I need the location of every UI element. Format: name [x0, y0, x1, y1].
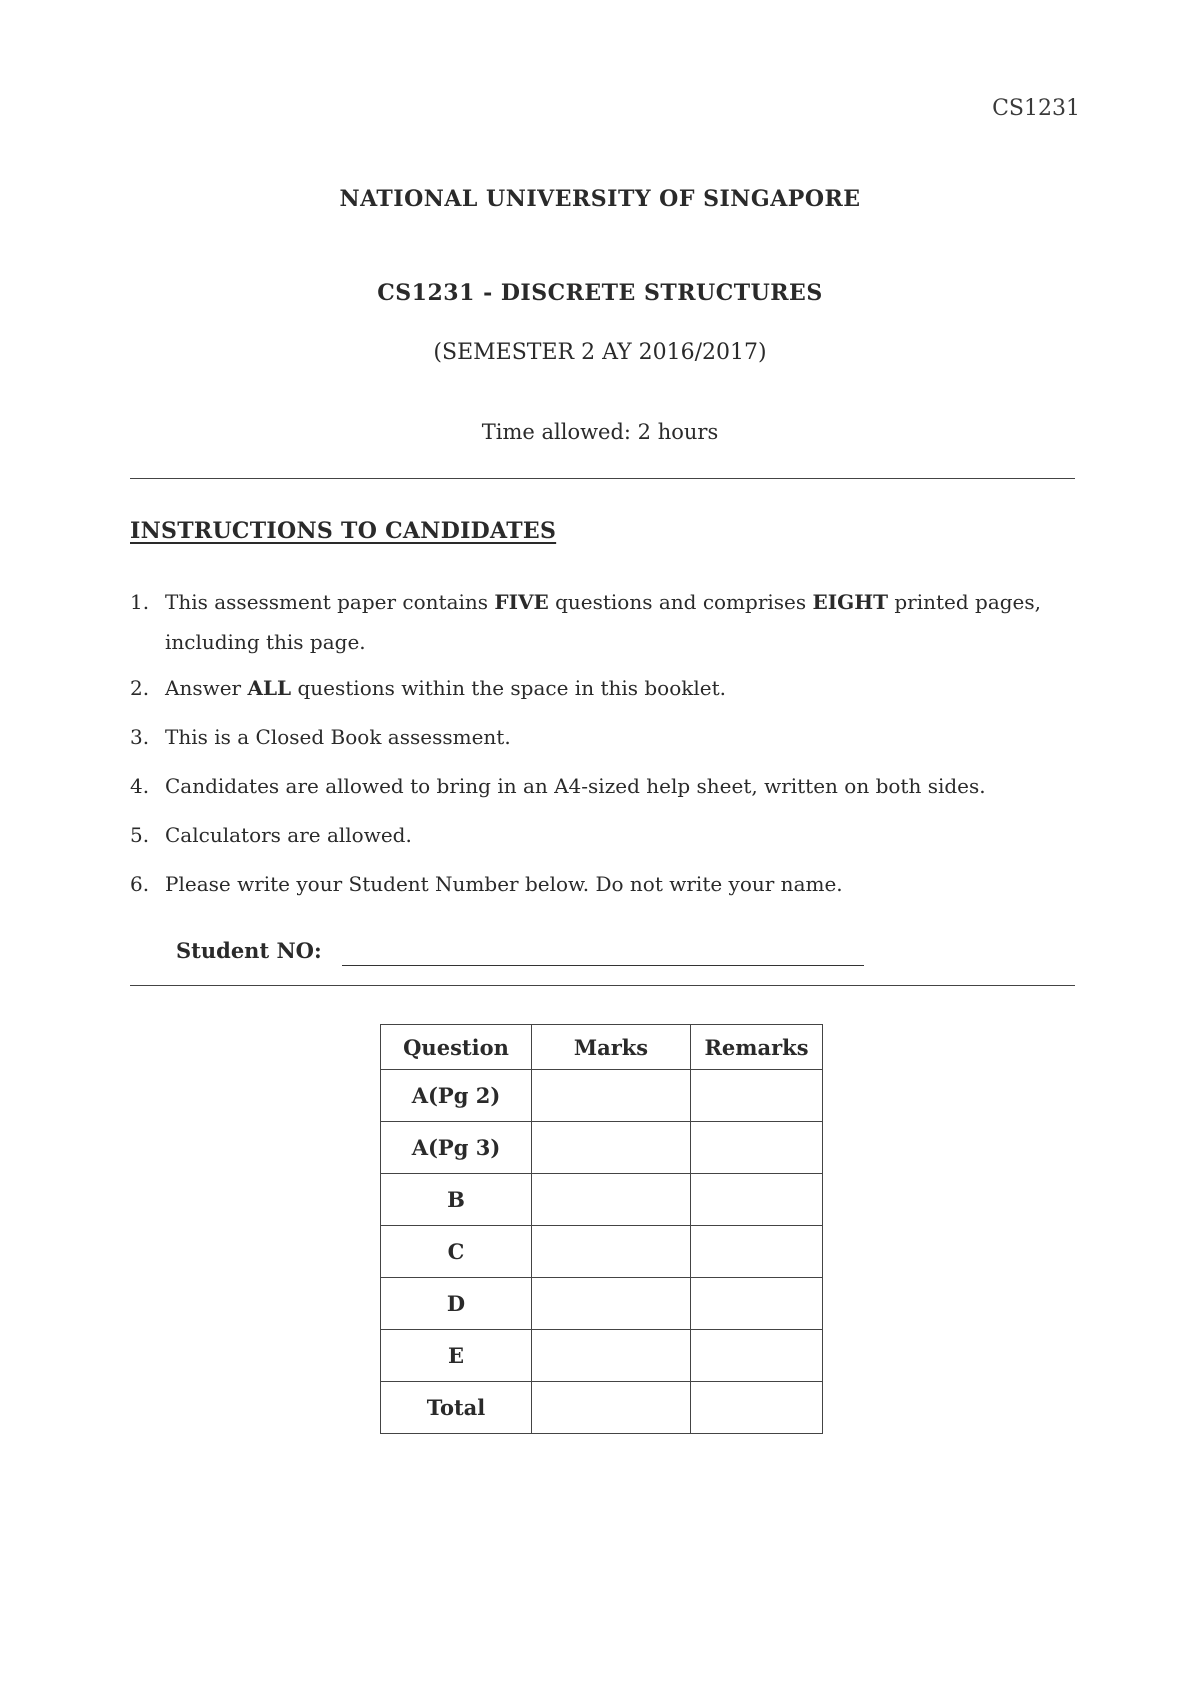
instruction-2: 2. Answer ALL questions within the space in this booklet. — [130, 676, 727, 700]
marks-cell[interactable] — [532, 1226, 691, 1278]
question-cell: A(Pg 3) — [381, 1122, 532, 1174]
table-row — [381, 1122, 823, 1174]
divider-top — [130, 478, 1075, 479]
column-header-marks: Marks — [532, 1025, 691, 1070]
marks-table — [380, 1024, 823, 1434]
remarks-cell[interactable] — [691, 1070, 823, 1122]
course-title: CS1231 - DISCRETE STRUCTURES — [377, 280, 823, 306]
marks-cell[interactable] — [532, 1382, 691, 1434]
instruction-4: 4. Candidates are allowed to bring in an A4-sized help sheet, written on both sides. — [130, 774, 986, 798]
remarks-cell[interactable] — [691, 1382, 823, 1434]
table-header-row — [381, 1025, 823, 1070]
instruction-1: 1. This assessment paper contains FIVE questions and comprises EIGHT printed pages, including this page. — [130, 590, 1042, 654]
table-row — [381, 1226, 823, 1278]
table-row — [381, 1330, 823, 1382]
student-number-label: Student NO: — [176, 938, 322, 963]
table-row — [381, 1070, 823, 1122]
marks-cell[interactable] — [532, 1070, 691, 1122]
instructions-heading: INSTRUCTIONS TO CANDIDATES — [130, 518, 557, 544]
remarks-cell[interactable] — [691, 1226, 823, 1278]
table-row-total — [381, 1382, 823, 1434]
student-number-field[interactable] — [342, 965, 864, 966]
remarks-cell[interactable] — [691, 1278, 823, 1330]
semester: (SEMESTER 2 AY 2016/2017) — [433, 340, 767, 365]
question-cell: A(Pg 2) — [381, 1070, 532, 1122]
marks-cell[interactable] — [532, 1174, 691, 1226]
question-cell: Total — [381, 1382, 532, 1434]
remarks-cell[interactable] — [691, 1174, 823, 1226]
marks-cell[interactable] — [532, 1330, 691, 1382]
marks-cell[interactable] — [532, 1122, 691, 1174]
remarks-cell[interactable] — [691, 1330, 823, 1382]
instruction-5: 5. Calculators are allowed. — [130, 823, 412, 847]
table-row — [381, 1174, 823, 1226]
divider-bottom — [130, 985, 1075, 986]
question-cell: C — [381, 1226, 532, 1278]
course-code: CS1231 — [992, 96, 1080, 121]
question-cell: B — [381, 1174, 532, 1226]
table-row — [381, 1278, 823, 1330]
time-allowed: Time allowed: 2 hours — [481, 420, 719, 444]
question-cell: E — [381, 1330, 532, 1382]
question-cell: D — [381, 1278, 532, 1330]
university-name: NATIONAL UNIVERSITY OF SINGAPORE — [339, 186, 861, 212]
instruction-6: 6. Please write your Student Number below. Do not write your name. — [130, 872, 843, 896]
column-header-remarks: Remarks — [691, 1025, 823, 1070]
column-header-question: Question — [381, 1025, 532, 1070]
instruction-3: 3. This is a Closed Book assessment. — [130, 725, 511, 749]
remarks-cell[interactable] — [691, 1122, 823, 1174]
marks-cell[interactable] — [532, 1278, 691, 1330]
